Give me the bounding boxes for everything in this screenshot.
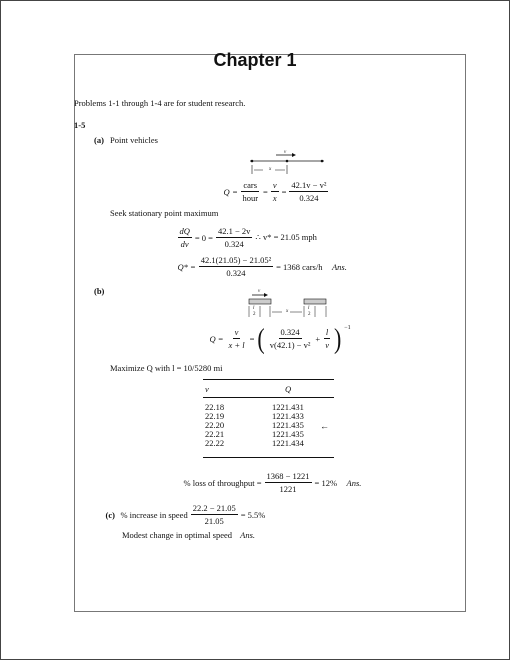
answer-mark: Ans. [331, 261, 347, 272]
eq-lhs: Q [223, 186, 230, 197]
part-a-label: (a) [94, 135, 104, 145]
seek-text: Seek stationary point maximum [110, 208, 219, 218]
table-header-v: v [205, 384, 209, 394]
frac-num: 42.1v − v² [291, 180, 327, 190]
frac-num: 1368 − 1221 [266, 471, 310, 481]
conclusion-text [122, 531, 255, 540]
frac-den: 1221 [279, 484, 297, 494]
table-cell: 1221.435 [272, 429, 304, 439]
part-b-label: (b) [94, 286, 105, 296]
part-a-title: Point vehicles [110, 135, 158, 145]
answer-mark: Ans. [346, 477, 362, 488]
frac-num: 42.1 − 2v [217, 226, 251, 236]
problem-number: 1-5 [74, 120, 86, 130]
frac-den: dv [180, 239, 189, 249]
equation-flow-length: Q = $\frac{v}{x + l}$ = ( $\frac{0.324}{\text{v(42.1) − v²}}$ + $\frac{l}{v}$ ) −1 [209, 321, 351, 355]
vehicle-rect [304, 299, 326, 304]
frac-den: 0.324 [226, 268, 246, 278]
frac-den: 0.324 [299, 193, 319, 203]
frac-den: x + l [228, 340, 245, 350]
loss-result: = 12% [314, 477, 338, 488]
vehicle-rect [249, 299, 271, 304]
exponent: −1 [344, 325, 351, 331]
equation-throughput-loss [182, 471, 363, 494]
diagram-b-x-label: x [286, 309, 289, 314]
chapter-title: Chapter 1 [213, 50, 297, 70]
vehicle-dot [286, 160, 289, 163]
frac-den: 0.324 [224, 239, 244, 249]
answer-mark: Ans. [240, 530, 256, 540]
intro-text: Problems 1-1 through 1-4 are for student research. [74, 98, 246, 108]
frac-den: 21.05 [204, 516, 224, 526]
diagram-b-l-label: l [253, 306, 255, 311]
equation-speed-increase [104, 503, 267, 526]
diagram-a-x-label: x [269, 167, 272, 172]
speed-increase-label: % increase in speed [120, 509, 188, 520]
vehicle-dot [321, 160, 324, 163]
equation-flow: Q = $\frac{\text{cars}}{\text{hour}}$ = $\frac{v}{x}$ = $\frac{\text{42.1v − v²}}{0.324}$ [223, 180, 327, 203]
table-column-v [205, 403, 224, 448]
table-cell: 1221.431 [272, 402, 304, 412]
frac-num: 0.324 [280, 327, 300, 337]
optimal-speed: ∴ v* = 21.05 mph [255, 232, 317, 242]
diagram-b-l-label: l [308, 306, 310, 311]
diagram-a-v-label: v [284, 150, 287, 155]
eq-sign: = [249, 333, 255, 344]
frac-den: x [272, 193, 277, 203]
table-cell: 22.20 [205, 420, 225, 430]
diagram-b-2-label: 2 [253, 312, 256, 317]
table-column-q [272, 403, 304, 448]
table-cell: 22.18 [205, 402, 225, 412]
table-header-rule [203, 397, 334, 398]
maximize-text: Maximize Q with l = 10/5280 mi [110, 363, 223, 373]
frac-den: hour [242, 193, 259, 203]
conclusion: Modest change in optimal speed [122, 530, 233, 540]
frac-num: cars [243, 180, 258, 190]
frac-num: v [272, 180, 277, 190]
table-cell: 1221.434 [272, 438, 304, 448]
frac-den: v(42.1) − v² [269, 340, 311, 350]
frac-num: l [325, 327, 329, 337]
table-bottom-rule [203, 457, 334, 458]
diagram-b-v-label: v [258, 289, 261, 294]
eq-lhs: Q* = [177, 261, 196, 272]
table-cell: 1221.435 [272, 420, 304, 430]
frac-den: v [325, 340, 329, 350]
plus-sign: + [315, 333, 321, 344]
part-c-label: (c) [105, 509, 115, 520]
max-row-arrow: ← [320, 421, 329, 431]
frac-num: dQ [179, 226, 190, 236]
table-cell: 22.19 [205, 411, 225, 421]
table-header-q: Q [285, 384, 292, 394]
frac-num: 22.2 − 21.05 [192, 503, 236, 513]
frac-num: 42.1(21.05) − 21.05² [200, 255, 272, 265]
loss-label: % loss of throughput = [183, 477, 262, 488]
equation-derivative [176, 226, 318, 249]
table-cell: 22.22 [205, 438, 225, 448]
table-cell: 1221.433 [272, 411, 304, 421]
vehicle-dot [251, 160, 254, 163]
equation-max-flow [176, 255, 348, 278]
table-top-rule [203, 379, 334, 380]
table-cell: 22.21 [205, 429, 225, 439]
point-vehicles-diagram [248, 150, 328, 176]
speed-increase-result: = 5.5% [240, 509, 266, 520]
frac-num: v [234, 327, 239, 337]
diagram-b-2-label: 2 [308, 312, 311, 317]
eq-zero: = 0 = [194, 232, 213, 243]
max-flow-result: = 1368 cars/h [276, 261, 323, 272]
eq-lhs: Q = [209, 333, 224, 344]
